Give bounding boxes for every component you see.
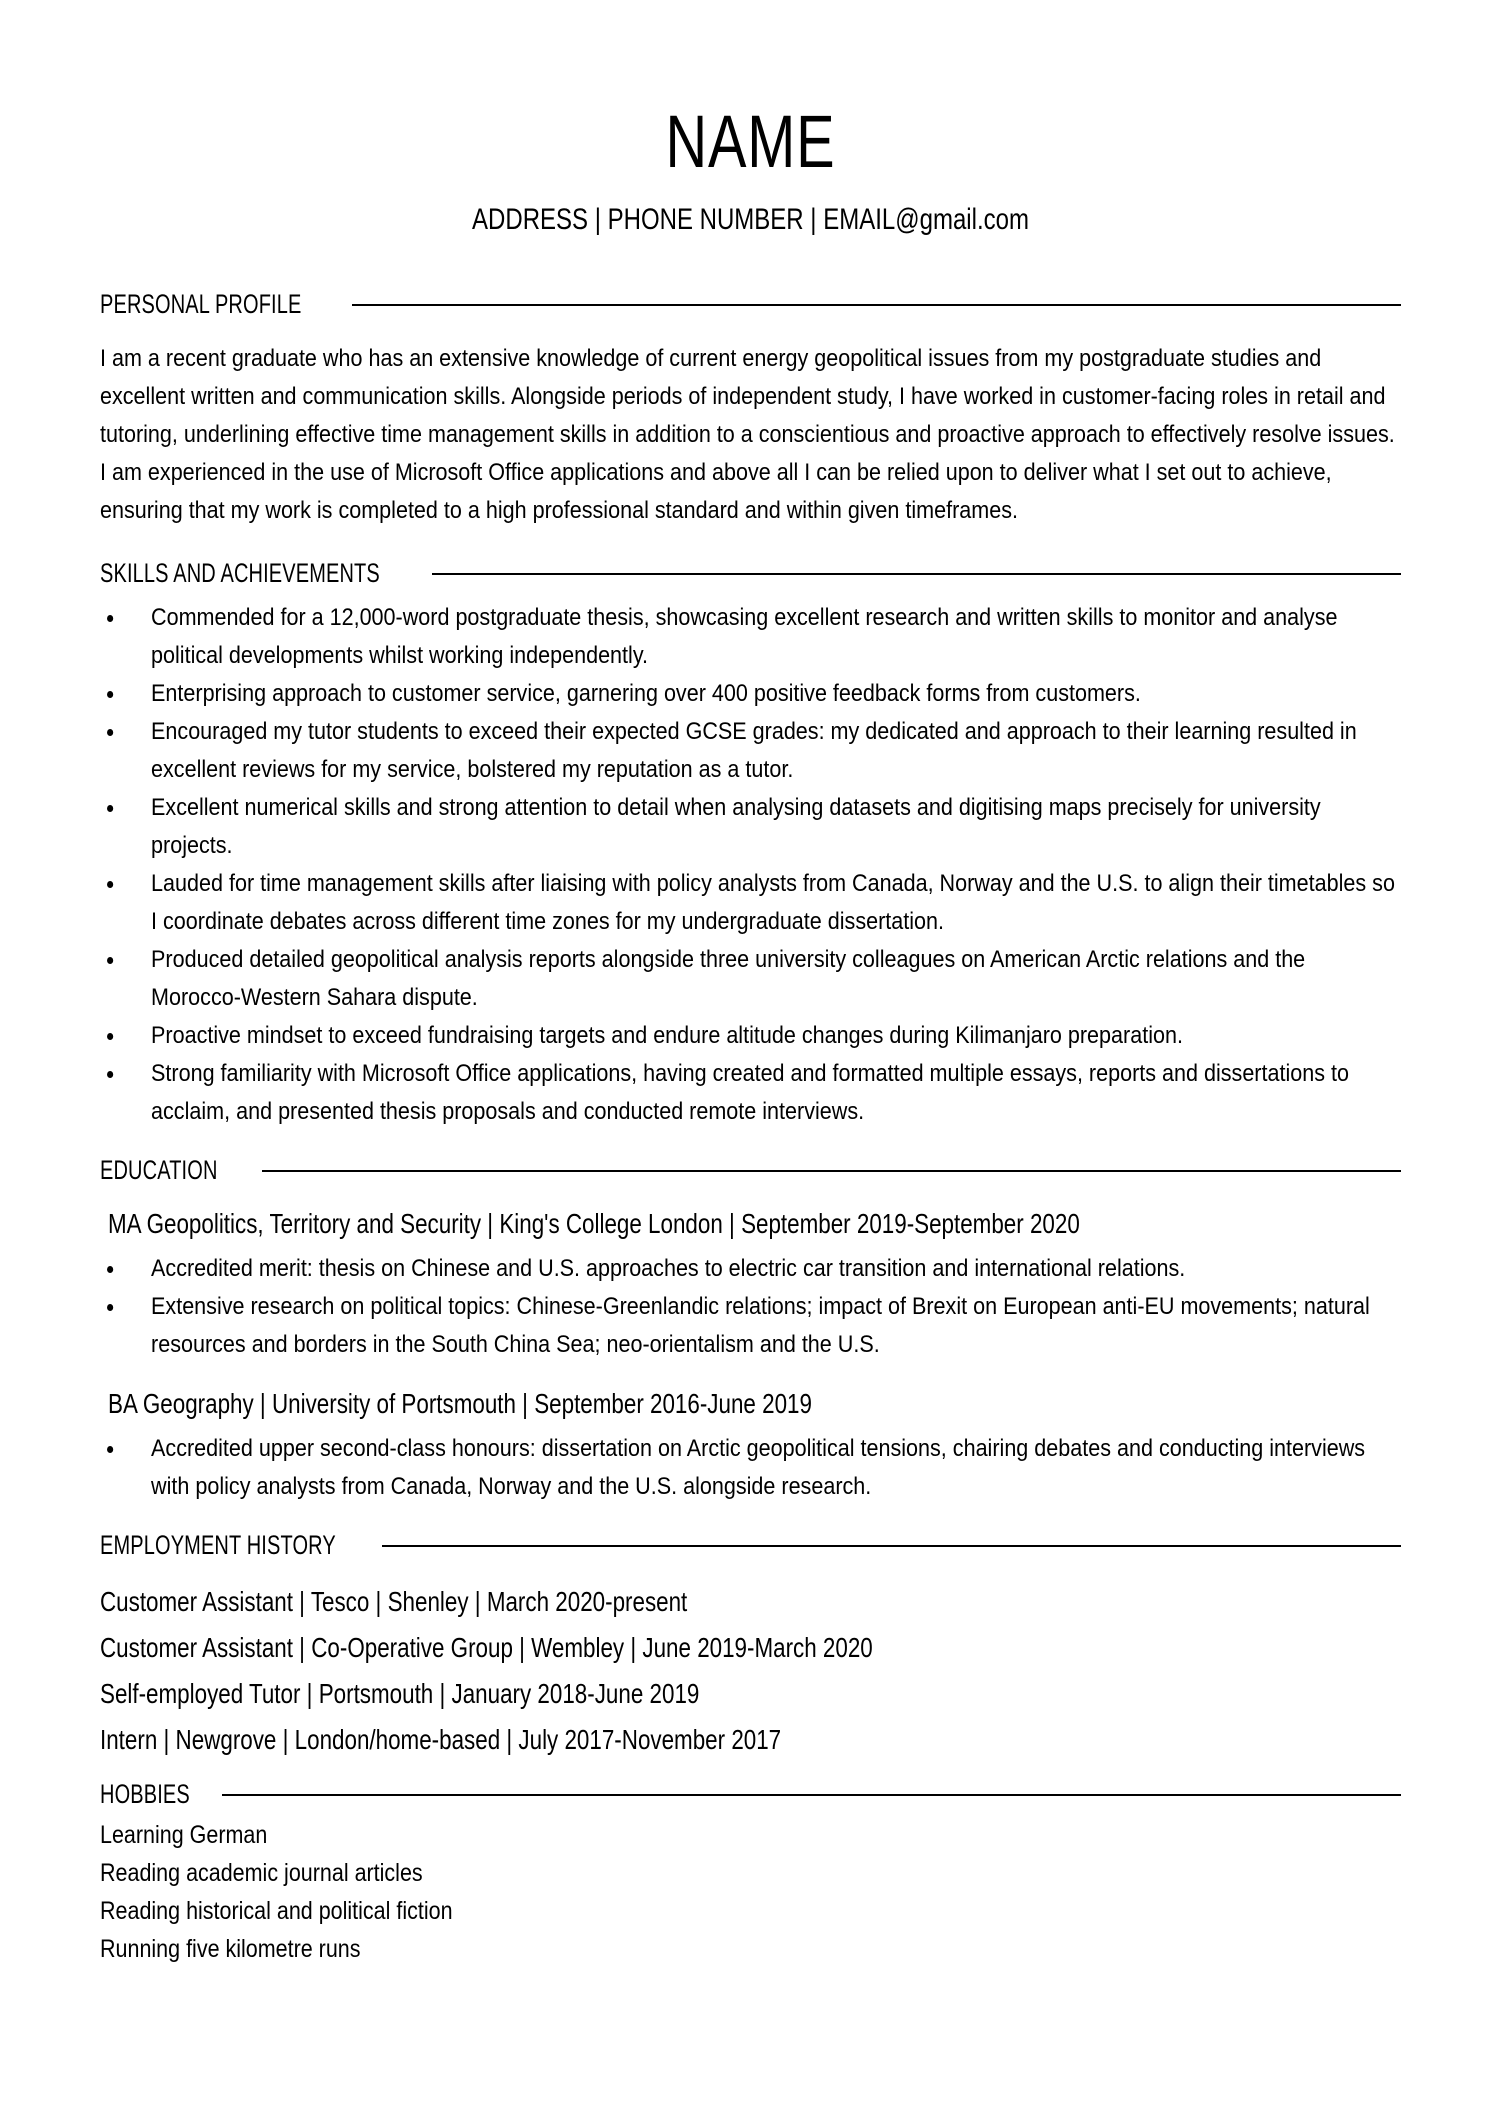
education-entry-list [100, 1210, 1401, 1506]
section-heading-hobbies [100, 1781, 1401, 1808]
skill-bullet: Produced detailed geopolitical analysis reports alongside three university colleagues on American Arctic relations and the Morocco-Western Sahara dispute. [100, 941, 1401, 1017]
section-rule [222, 1794, 1401, 1796]
section-hobbies [100, 1781, 1401, 1968]
skill-bullet: Lauded for time management skills after liaising with policy analysts from Canada, Norway and the U.S. to align their timetables so I coordinate debates across different time zones for my undergraduate dissertation. [100, 865, 1401, 941]
contact-line: ADDRESS | PHONE NUMBER | EMAIL@gmail.com [472, 203, 1029, 236]
employment-entry: Self-employed Tutor | Portsmouth | January 2018-June 2019 [100, 1678, 700, 1709]
section-education [100, 1157, 1401, 1506]
education-entry-title: BA Geography | University of Portsmouth | September 2016-June 2019 [108, 1388, 812, 1419]
section-heading-label: EDUCATION [100, 1155, 218, 1185]
section-rule [352, 304, 1401, 306]
education-bullet: Accredited upper second-class honours: dissertation on Arctic geopolitical tensions, chairing debates and conducting interviews with policy analysts from Canada, Norway and the U.S. alongside research. [100, 1430, 1401, 1506]
skill-bullet: Commended for a 12,000-word postgraduate thesis, showcasing excellent research and written skills to monitor and analyse political developments whilst working independently. [100, 599, 1401, 675]
section-heading-employment [100, 1532, 1401, 1559]
skill-bullet: Proactive mindset to exceed fundraising targets and endure altitude changes during Kilimanjaro preparation. [100, 1017, 1401, 1055]
section-heading-education [100, 1157, 1401, 1184]
section-heading-personal-profile [100, 291, 1401, 318]
section-heading-label: SKILLS AND ACHIEVEMENTS [100, 558, 380, 588]
education-entry [100, 1210, 1401, 1364]
section-heading-label: PERSONAL PROFILE [100, 289, 302, 319]
resume-header [100, 100, 1401, 236]
employment-entry: Customer Assistant | Tesco | Shenley | March 2020-present [100, 1586, 688, 1617]
section-skills-achievements [100, 560, 1401, 1131]
section-heading-label: HOBBIES [100, 1779, 190, 1809]
skills-bullet-list [100, 599, 1401, 1131]
section-rule [262, 1170, 1401, 1172]
education-entry-title: MA Geopolitics, Territory and Security | King's College London | September 2019-September 2020 [108, 1208, 1080, 1239]
education-bullet: Extensive research on political topics: Chinese-Greenlandic relations; impact of Brexit on European anti-EU movements; natural resources and borders in the South China Sea; neo-orientalism and the U.S. [100, 1288, 1401, 1364]
section-heading-skills [100, 560, 1401, 587]
education-bullet-list [100, 1430, 1401, 1506]
hobby-entry: Running five kilometre runs [100, 1935, 361, 1963]
skill-bullet: Enterprising approach to customer service, garnering over 400 positive feedback forms from customers. [100, 675, 1401, 713]
employment-entry: Intern | Newgrove | London/home-based | July 2017-November 2017 [100, 1724, 782, 1755]
section-rule [432, 573, 1401, 575]
section-heading-label: EMPLOYMENT HISTORY [100, 1530, 336, 1560]
personal-profile-text: I am a recent graduate who has an extensive knowledge of current energy geopolitical issues from my postgraduate studies and excellent written and communication skills. Alongside periods of independent study, I have worked in customer-facing roles in retail and tutoring, underlining effective time management skills in addition to a conscientious and proactive approach to effectively resolve issues. I am experienced in the use of Microsoft Office applications and above all I can be relied upon to deliver what I set out to achieve, ensuring that my work is completed to a high professional standard and within given timeframes. [100, 345, 1395, 524]
skill-bullet: Excellent numerical skills and strong attention to detail when analysing datasets and digitising maps precisely for university projects. [100, 789, 1401, 865]
skill-bullet: Encouraged my tutor students to exceed their expected GCSE grades: my dedicated and approach to their learning resulted in excellent reviews for my service, bolstered my reputation as a tutor. [100, 713, 1401, 789]
hobby-entry: Learning German [100, 1821, 268, 1849]
hobby-entry: Reading academic journal articles [100, 1859, 423, 1887]
section-personal-profile [100, 291, 1401, 530]
education-entry [100, 1390, 1401, 1506]
section-rule [382, 1545, 1401, 1547]
skill-bullet: Strong familiarity with Microsoft Office applications, having created and formatted multiple essays, reports and dissertations to acclaim, and presented thesis proposals and conducted remote interviews. [100, 1055, 1401, 1131]
employment-entry-list [100, 1579, 1401, 1763]
hobby-entry-list [100, 1816, 1401, 1968]
hobby-entry: Reading historical and political fiction [100, 1897, 453, 1925]
employment-entry: Customer Assistant | Co-Operative Group | Wembley | June 2019-March 2020 [100, 1632, 873, 1663]
candidate-name: NAME [665, 100, 836, 183]
education-bullet-list [100, 1250, 1401, 1364]
section-employment-history [100, 1532, 1401, 1763]
education-bullet: Accredited merit: thesis on Chinese and U.S. approaches to electric car transition and international relations. [100, 1250, 1401, 1288]
